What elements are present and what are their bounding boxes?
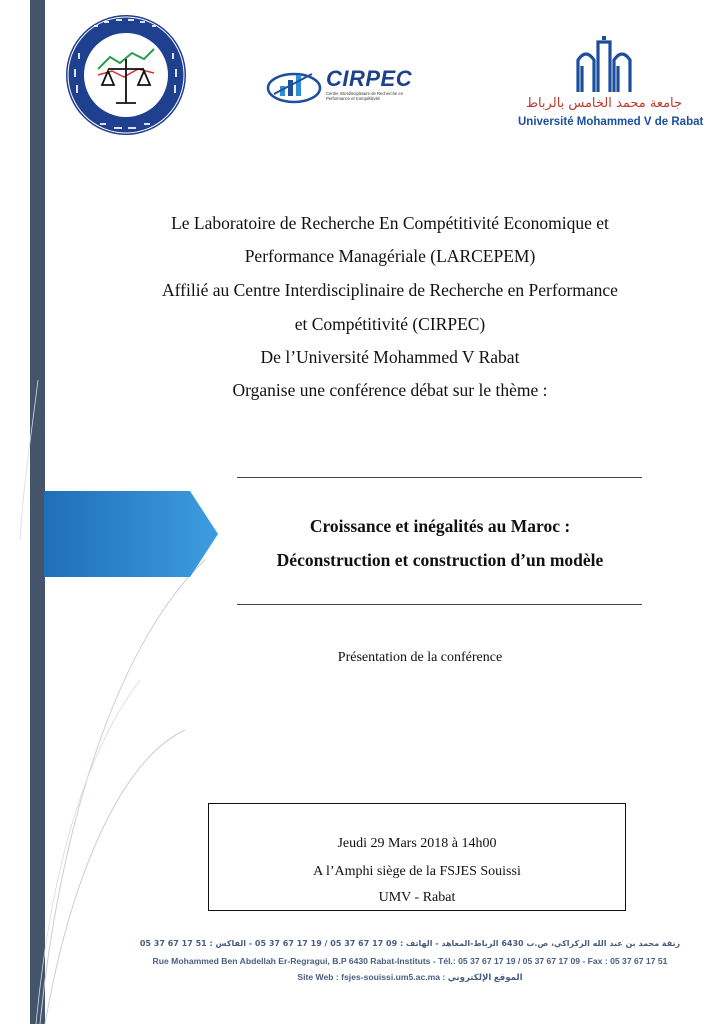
um5-name-french: Université Mohammed V de Rabat [518,116,704,128]
intro-line-3: Affilié au Centre Interdisciplinaire de Recherche en Performance [162,280,618,300]
fsjes-logo [64,13,188,137]
cirpec-subtitle: Centre Interdisciplinaire de Recherche en Performance et Compétitivité [326,91,404,101]
intro-line-5: De l’Université Mohammed V Rabat [260,347,520,367]
um5-name-arabic: جامعة محمد الخامس بالرباط [525,96,683,111]
event-info-box [208,803,626,911]
event-date: Jeudi 29 Mars 2018 à 14h00 [337,836,497,851]
event-university: UMV - Rabat [378,890,456,905]
intro-line-4: et Compétitivité (CIRPEC) [294,314,486,334]
conference-title-line-2: Déconstruction et construction d’un modèle [276,550,604,570]
intro-line-2: Performance Managériale (LARCEPEM) [244,246,536,266]
title-rule-bottom [237,604,642,605]
um5-building-icon [518,34,690,96]
footer-website: Site Web : fsjes-souissi.um5.ac.ma : الموقع الإلكتروني [297,972,523,982]
cirpec-name: CIRPEC [326,66,413,91]
title-rule-top [237,477,642,478]
footer-address-arabic: زنقة محمد بن عبد الله الركراكي، ص.ب 6430 الرباط-المعاهد - الهاتف : 09 17 67 37 05 / 19 17 67 37 05 - الفاكس : 51 17 67 37 05 [139,939,681,948]
conference-title-line-1: Croissance et inégalités au Maroc : [309,516,571,536]
cirpec-logo [266,64,426,108]
decorative-curves [0,0,230,1024]
presentation-label: Présentation de la conférence [337,650,503,665]
event-place: A l’Amphi siège de la FSJES Souissi [313,864,521,879]
blue-arrow-shape [44,491,218,577]
footer-address-french: Rue Mohammed Ben Abdellah Er-Regragui, B.P 6430 Rabat-Instituts - Tél.: 05 37 67 17 19 / 05 37 67 17 09 - Fax : 05 37 67 17 51 [152,956,668,966]
intro-line-6: Organise une conférence débat sur le thème : [232,380,548,400]
intro-line-1: Le Laboratoire de Recherche En Compétitivité Economique et [171,213,609,233]
um5-logo [518,34,704,134]
